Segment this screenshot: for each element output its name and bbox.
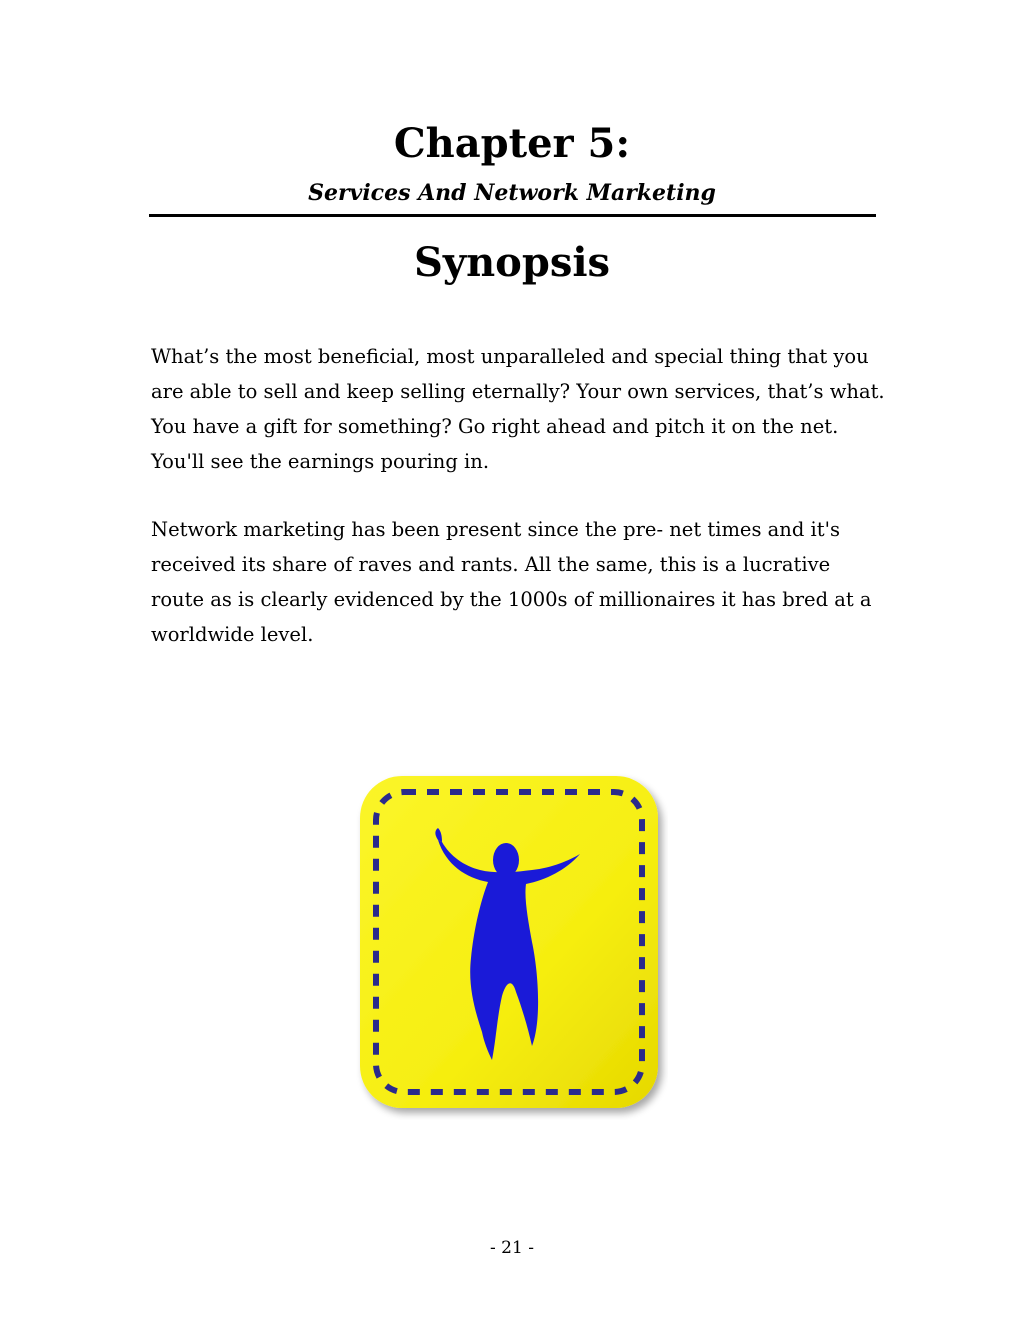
body-paragraph: What’s the most beneficial, most unparalleled and special thing that you are able to sell and keep selling eternally? Your own services, that’s what. You have a gift for something? Go right ahead and pitch it on the net. You'll see the earnings pouring in. xyxy=(151,345,885,473)
person-arms-raised-icon xyxy=(356,770,668,1120)
page-number: - 21 - xyxy=(490,1238,534,1258)
body-paragraph: Network marketing has been present since the pre- net times and it's received its share of raves and rants. All the same, this is a lucrative route as is clearly evidenced by the 1000s of millionaires it has bred at a worldwide level. xyxy=(151,518,872,646)
section-title: Synopsis xyxy=(413,239,611,286)
chapter-title: Chapter 5: xyxy=(393,120,631,167)
chapter-subtitle: Services And Network Marketing xyxy=(308,180,716,206)
heading-divider xyxy=(149,214,876,217)
